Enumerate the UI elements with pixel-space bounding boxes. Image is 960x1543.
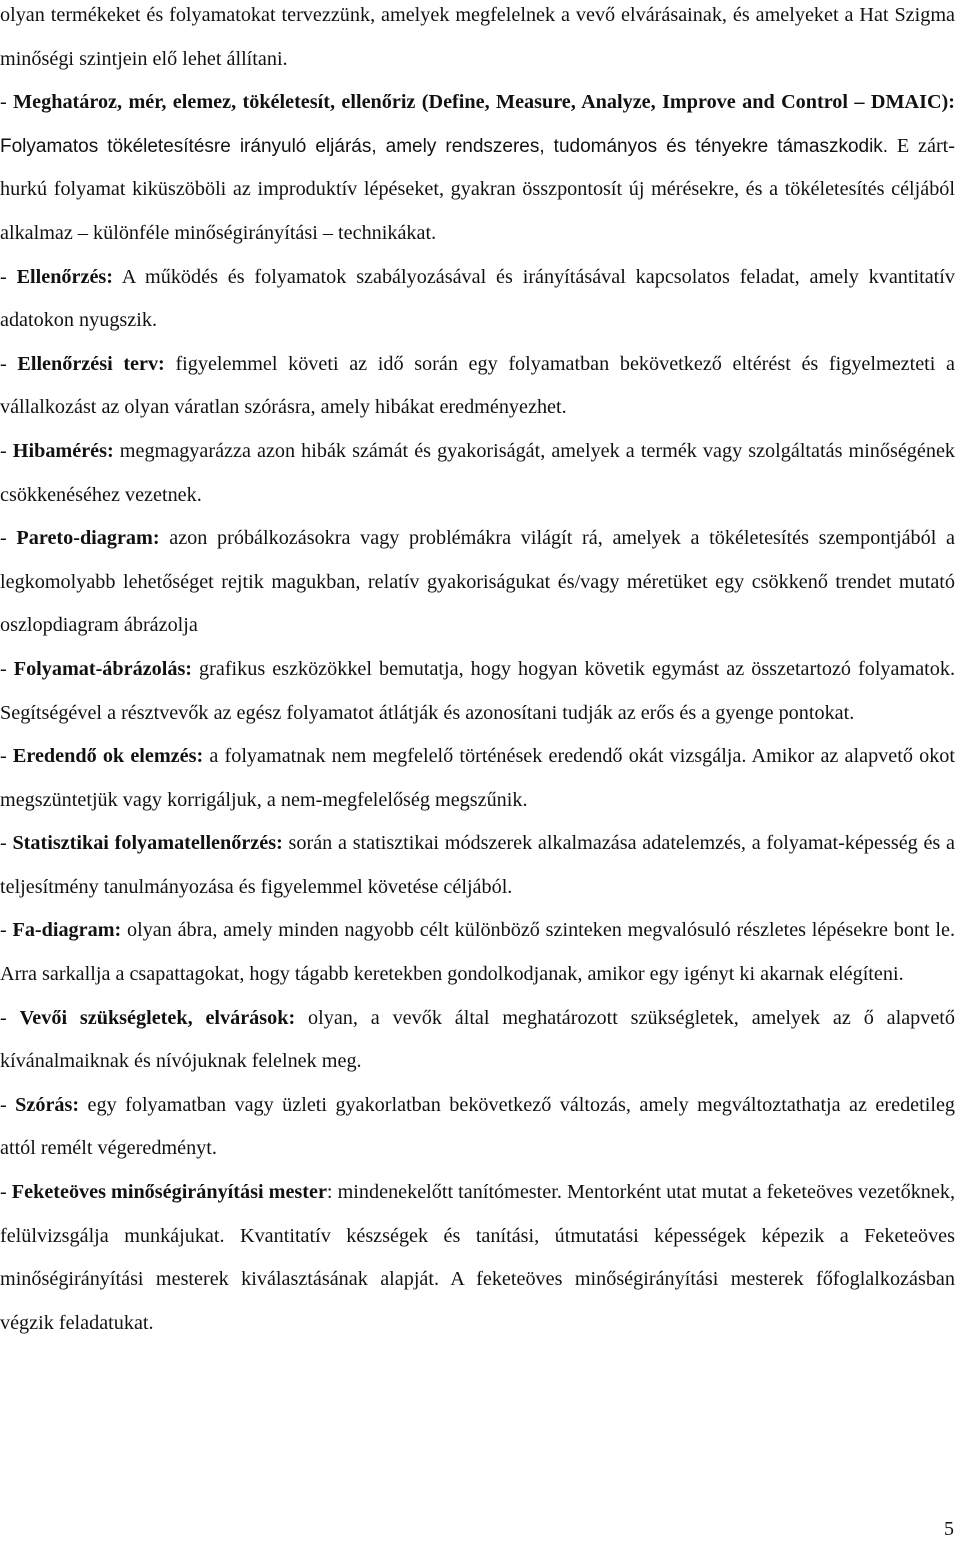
entry-definition: megmagyarázza azon hibák számát és gyakoriságát, amelyek a termék vagy szolgáltatás minőségének csökkenéséhez vezetnek.	[0, 439, 956, 506]
entry-dash: -	[0, 265, 17, 288]
entry-term: Ellenőrzési terv:	[17, 352, 165, 375]
page-number: 5	[944, 1518, 954, 1540]
entry-dash: -	[0, 919, 13, 942]
entry-term: Hibamérés:	[12, 439, 114, 462]
entry-term: Fa-diagram:	[12, 919, 122, 942]
entry-term: Eredendő ok elemzés:	[12, 745, 204, 768]
entry-dash: -	[0, 1093, 16, 1116]
entry-definition: mindenekelőtt tanítómester. Mentorként utat mutat a feketeöves vezetőknek, felülvizsgálja munkájukat. Kvantitatív készségek és tanítási, útmutatási képességek képezik a Feketeöves minőségirányítási mesterek kiválasztásának alapját. A feketeöves minőségirányítási mesterek főfoglalkozásban végzik feladatukat.	[0, 1181, 955, 1334]
entry-term: Ellenőrzés:	[16, 265, 113, 288]
entry-eredendo-ok-elemzes	[0, 735, 955, 822]
entry-dash: -	[0, 745, 13, 768]
entry-term: Szórás:	[15, 1093, 80, 1116]
entry-statisztikai-folyamatellenorzes	[0, 822, 955, 909]
entry-definition-part-b: E zárt-hurkú folyamat kiküszöböli az improduktív lépéseket, gyakran összpontosít új mérésekre, és a tökéletesítés céljából alkalmaz – különféle minőségirányítási – technikákat.	[0, 134, 955, 244]
intro-text: olyan termékeket és folyamatokat tervezzünk, amelyek megfelelnek a vevő elvárásainak, és amelyeket a Hat Szigma minőségi szintjein elő lehet állítani.	[0, 4, 955, 70]
entry-separator	[295, 1007, 308, 1029]
entry-dash: -	[0, 1006, 20, 1029]
entry-definition: figyelemmel követi az idő során egy folyamatban bekövetkező eltérést és figyelmezteti a vállalkozást az olyan váratlan szórásra, amely hibákat eredményezhet.	[0, 352, 956, 419]
entry-term: Feketeöves minőségirányítási mester	[11, 1181, 327, 1204]
entry-dash: -	[0, 1181, 12, 1204]
entry-pareto-diagram	[0, 517, 955, 648]
entry-separator	[192, 658, 199, 680]
entry-term: Folyamat-ábrázolás:	[13, 657, 193, 680]
entry-term: Statisztikai folyamatellenőrzés:	[12, 832, 283, 855]
entry-dash: -	[0, 832, 13, 855]
entry-dash: -	[0, 439, 13, 462]
entry-separator	[113, 266, 122, 288]
entry-definition: grafikus eszközökkel bemutatja, hogy hogyan követik egymást az összetartozó folyamatok. Segítségével a résztvevők az egész folyamatot átlátják és azonosítani tudják az erős és a gyenge pontokat.	[0, 657, 955, 724]
entry-dash: -	[0, 352, 18, 375]
entry-separator	[79, 1094, 87, 1116]
entry-separator: :	[326, 1181, 338, 1204]
entry-dmaic	[0, 81, 955, 255]
entry-fa-diagram	[0, 909, 955, 996]
entry-definition: olyan ábra, amely minden nagyobb célt különböző szinteken megvalósuló részletes lépésekre bont le. Arra sarkallja a csapattagokat, hogy tágabb keretekben gondolkodjanak, amikor egy igényt ki akarnak elégíteni.	[0, 919, 955, 986]
entry-definition-part-a: Folyamatos tökéletesítésre irányuló eljárás, amely rendszeres, tudományos és tényekre támaszkodik.	[0, 135, 889, 157]
intro-paragraph	[0, 0, 955, 81]
entry-feketeoves-mester	[0, 1171, 955, 1345]
entry-separator	[160, 527, 170, 549]
entry-term: Meghatároz, mér, elemez, tökéletesít, ellenőriz (Define, Measure, Analyze, Improve and Control – DMAIC):	[13, 91, 955, 114]
entry-definition: során a statisztikai módszerek alkalmazása adatelemzés, a folyamat-képesség és a teljesítmény tanulmányozása és figyelemmel követése céljából.	[0, 832, 955, 898]
entry-definition: A működés és folyamatok szabályozásával és irányításával kapcsolatos feladat, amely kvantitatív adatokon nyugszik.	[0, 265, 955, 332]
entry-term: Vevői szükségletek, elvárások:	[19, 1006, 296, 1029]
entry-ellenorzesi-terv	[0, 343, 955, 430]
entry-definition: olyan, a vevők által meghatározott szükségletek, amelyek az ő alapvető kívánalmaiknak és nívójuknak felelnek meg.	[0, 1006, 956, 1073]
entry-hibameres	[0, 430, 955, 517]
entry-ellenorzes	[0, 256, 955, 343]
entry-dash: -	[0, 527, 17, 550]
entry-dash: -	[0, 657, 14, 680]
entry-folyamat-abrazolas	[0, 648, 955, 735]
entry-definition: egy folyamatban vagy üzleti gyakorlatban bekövetkező változás, amely megváltoztathatja az eredetileg attól remélt végeredményt.	[0, 1093, 955, 1160]
entry-term: Pareto-diagram:	[16, 527, 160, 550]
entry-vevoi-szuksegletek	[0, 997, 955, 1084]
entry-definition: a folyamatnak nem megfelelő történések eredendő okát vizsgálja. Amikor az alapvető okot megszüntetjük vagy korrigáljuk, a nem-megfelelőség megszűnik.	[0, 745, 956, 811]
entry-definition: azon próbálkozásokra vagy problémákra világít rá, amelyek a tökéletesítés szempontjából a legkomolyabb lehetőséget rejtik magukban, relatív gyakoriságukat és/vagy méretüket egy csökkenő trendet mutató oszlopdiagram ábrázolja	[0, 527, 955, 637]
entry-separator	[165, 353, 176, 375]
entry-szoras	[0, 1084, 955, 1171]
entry-dash: -	[0, 91, 14, 114]
